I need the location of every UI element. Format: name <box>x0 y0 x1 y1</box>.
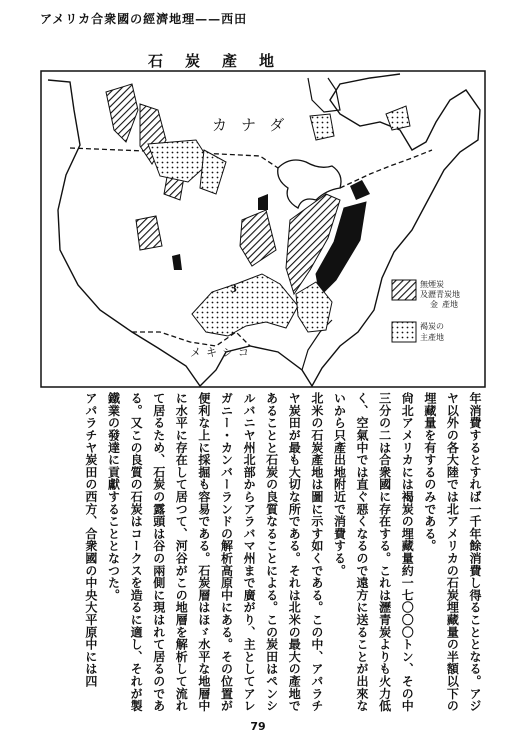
map-title: 石炭產地 <box>148 52 297 70</box>
coal-map <box>40 70 486 388</box>
legend-anthracite-sub: 金 <box>430 300 438 309</box>
paragraph: アパラチヤ炭田の西方、合衆國の中央大平原中には四 <box>83 392 98 688</box>
running-head: アメリカ合衆國の經濟地理——西田 <box>40 12 248 26</box>
mexico-label: メキシコ <box>190 346 254 359</box>
page-number: 79 <box>250 720 266 733</box>
legend-anthracite-line1: 無煙炭 <box>420 280 444 289</box>
body-columns <box>40 392 486 717</box>
body-text <box>40 392 486 717</box>
legend-anthracite-tail: 產地 <box>442 300 458 309</box>
legend-lignite-line1: 褐炭の <box>420 322 444 331</box>
field-number-label: 3 <box>230 284 237 295</box>
paragraph: 北米の石炭產地は圖に示す如くである。この中、アパラチヤ炭田が最も大切な所である。それは北米の最大の產地であることと石炭の良質なることによる。この炭田はペンシルバニヤ州北部からアラバマ州まで廣がり、主としてアレガニー・カンバーランドの解析高原中にある。その位置が便利な上に採掘も容易である。石炭層はほゞ水平な地層中に水平に存在して居つて、河谷がこの地層を解析して流れて居るため、石炭の露頭は谷の兩側に現はれて居るのである。又この良質の石炭はコークスを造るに適し、それが製鐵業の發達に貢獻することとなつた。 <box>106 392 324 712</box>
map-figure <box>40 70 486 388</box>
legend-lignite-line2: 主產地 <box>420 333 444 342</box>
paragraph: 尙北アメリカには褐炭の埋藏量約一七〇〇〇トン、その中三分の二は合衆國に存在する。これは瀝青炭よりも火力低く、空氣中では直ぐ惡くなるので遠方に送ることが出來ないから只產出地附近で消費する。 <box>332 392 415 712</box>
legend-anthracite-line2: 及瀝青炭地 <box>420 290 460 299</box>
paragraph: 年消費するとすれば一千年餘消費し得ることとなる。アジヤ以外の各大陸では北アメリカの石炭埋藏量の半額以下の埋藏量を有するのみである。 <box>422 392 482 712</box>
canada-label: カナダ <box>212 116 299 134</box>
